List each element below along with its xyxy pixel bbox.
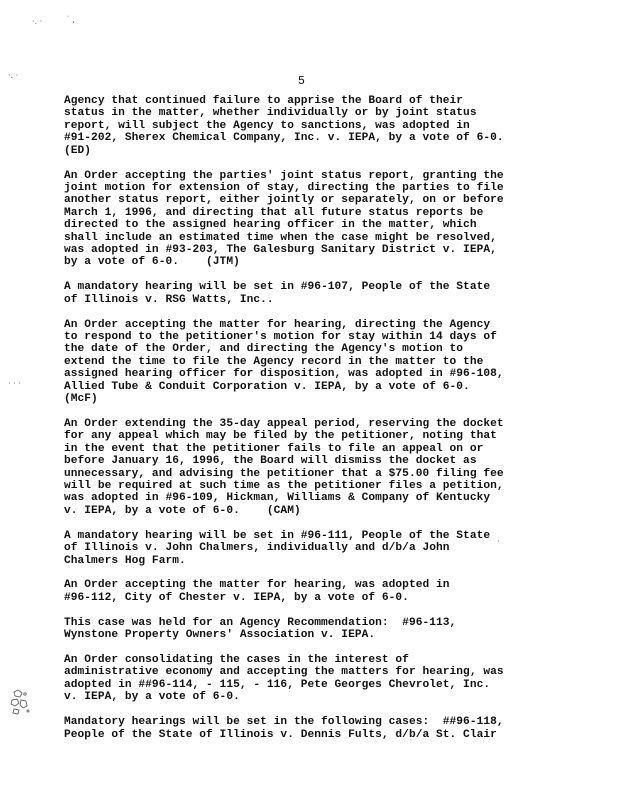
- text-line: v. IEPA, by a vote of 6-0. (CAM): [64, 504, 301, 517]
- paragraph: [64, 170, 584, 269]
- text-line: shall include an estimated time when the case might be resolved,: [64, 231, 497, 244]
- paragraph: [64, 95, 584, 157]
- text-line: administrative economy and accepting the matters for hearing, was: [64, 666, 504, 679]
- text-line: An Order accepting the parties' joint status report, granting the: [64, 169, 504, 182]
- text-line: Mandatory hearings will be set in the following cases: ##96-118,: [64, 716, 504, 729]
- text-line: was adopted in #93-203, The Galesburg Sanitary District v. IEPA,: [64, 243, 497, 256]
- text-line: unnecessary, and advising the petitioner that a $75.00 filing fee: [64, 467, 504, 480]
- document-body: [64, 95, 584, 753]
- text-line: (McF): [64, 393, 98, 406]
- text-line: (ED): [64, 144, 92, 157]
- text-line: March 1, 1996, and directing that all future status reports be: [64, 206, 484, 219]
- scan-speck: ·. ·: [8, 71, 19, 80]
- paragraph: [64, 418, 584, 517]
- text-line: v. IEPA, by a vote of 6-0.: [64, 691, 240, 704]
- text-line: Agency that continued failure to apprise the Board of their: [64, 95, 464, 107]
- text-line: An Order accepting the matter for hearing, was adopted in: [64, 579, 450, 592]
- text-line: extend the time to file the Agency record in the matter to the: [64, 355, 484, 368]
- text-line: to respond to the petitioner's motion for stay within 14 days of: [64, 331, 497, 343]
- text-line: An Order consolidating the cases in the interest of: [64, 654, 409, 667]
- scan-speck: · · ·: [8, 379, 21, 388]
- text-line: by a vote of 6-0. (JTM): [64, 256, 240, 269]
- text-line: in the event that the petitioner fails to file an appeal on or: [64, 442, 484, 455]
- text-line: for any appeal which may be filed by the petitioner, noting that: [64, 430, 497, 443]
- paragraph: [64, 281, 584, 306]
- text-line: status in the matter, whether individually or by joint status: [64, 107, 477, 120]
- scan-speck: ·: [497, 537, 500, 546]
- text-line: #96-112, City of Chester v. IEPA, by a vote of 6-0.: [64, 591, 409, 604]
- paragraph: [64, 716, 584, 741]
- scan-blot: [8, 688, 32, 716]
- paragraph: [64, 579, 584, 604]
- text-line: A mandatory hearing will be set in #96-107, People of the State: [64, 281, 491, 294]
- text-line: Allied Tube & Conduit Corporation v. IEPA, by a vote of 6-0.: [64, 380, 470, 393]
- scan-speck: ˙ ,: [66, 15, 76, 24]
- page-number: 5: [298, 75, 305, 88]
- paragraph: [64, 617, 584, 642]
- text-line: was adopted in #96-109, Hickman, Williams & Company of Kentucky: [64, 492, 491, 505]
- text-line: adopted in ##96-114, - 115, - 116, Pete Georges Chevrolet, Inc.: [64, 678, 491, 691]
- text-line: A mandatory hearing will be set in #96-111, People of the State: [64, 529, 491, 542]
- text-line: Chalmers Hog Farm.: [64, 554, 186, 567]
- text-line: #91-202, Sherex Chemical Company, Inc. v. IEPA, by a vote of 6-0.: [64, 132, 504, 145]
- text-line: of Illinois v. RSG Watts, Inc..: [64, 293, 274, 306]
- text-line: joint motion for extension of stay, directing the parties to file: [64, 181, 504, 194]
- text-line: the date of the Order, and directing the Agency's motion to: [64, 343, 464, 356]
- text-line: An Order accepting the matter for hearing, directing the Agency: [64, 318, 491, 331]
- paragraph: [64, 654, 584, 704]
- text-line: report, will subject the Agency to sanctions, was adopted in: [64, 119, 470, 132]
- text-line: directed to the assigned hearing officer in the matter, which: [64, 219, 477, 232]
- text-line: will be required at such time as the petitioner files a petition,: [64, 479, 504, 492]
- scan-speck: ·. ·: [32, 17, 43, 26]
- text-line: People of the State of Illinois v. Dennis Fults, d/b/a St. Clair: [64, 728, 497, 741]
- text-line: An Order extending the 35-day appeal period, reserving the docket: [64, 417, 504, 430]
- paragraph: [64, 319, 584, 406]
- text-line: assigned hearing officer for disposition, was adopted in #96-108,: [64, 368, 504, 381]
- text-line: This case was held for an Agency Recommendation: #96-113,: [64, 616, 457, 629]
- text-line: Wynstone Property Owners' Association v. IEPA.: [64, 629, 376, 642]
- text-line: before January 16, 1996, the Board will dismiss the docket as: [64, 455, 477, 468]
- text-line: of Illinois v. John Chalmers, individually and d/b/a John: [64, 542, 450, 555]
- paragraph: [64, 530, 584, 567]
- text-line: another status report, either jointly or separately, on or before: [64, 194, 504, 207]
